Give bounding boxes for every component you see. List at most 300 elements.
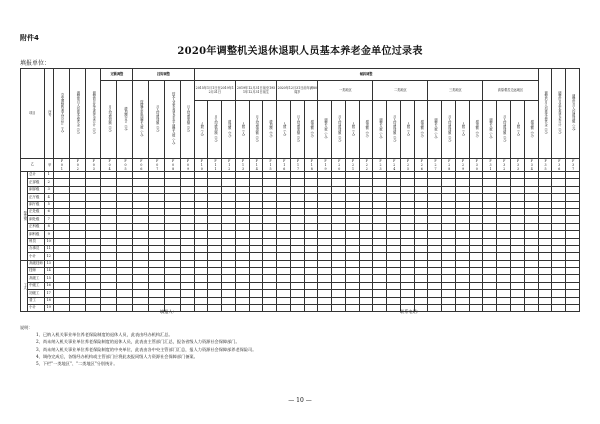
- data-cell[interactable]: [497, 194, 511, 201]
- data-cell[interactable]: [552, 253, 566, 260]
- data-cell[interactable]: [400, 260, 414, 267]
- data-cell[interactable]: [165, 260, 181, 267]
- data-cell[interactable]: [538, 186, 552, 193]
- data-cell[interactable]: [133, 216, 149, 223]
- data-cell[interactable]: [69, 245, 85, 252]
- data-cell[interactable]: [194, 282, 208, 289]
- data-cell[interactable]: [332, 253, 346, 260]
- data-cell[interactable]: [373, 290, 387, 297]
- data-cell[interactable]: [387, 216, 401, 223]
- data-cell[interactable]: [318, 194, 332, 201]
- data-cell[interactable]: [510, 223, 524, 230]
- data-cell[interactable]: [318, 260, 332, 267]
- data-cell[interactable]: [149, 245, 165, 252]
- data-cell[interactable]: [263, 238, 277, 245]
- data-cell[interactable]: [235, 194, 249, 201]
- data-cell[interactable]: [345, 253, 359, 260]
- data-cell[interactable]: [117, 223, 133, 230]
- data-cell[interactable]: [373, 186, 387, 193]
- data-cell[interactable]: [428, 238, 442, 245]
- data-cell[interactable]: [133, 268, 149, 275]
- data-cell[interactable]: [133, 194, 149, 201]
- data-cell[interactable]: [249, 179, 263, 186]
- data-cell[interactable]: [469, 179, 483, 186]
- data-cell[interactable]: [318, 290, 332, 297]
- data-cell[interactable]: [414, 186, 428, 193]
- data-cell[interactable]: [510, 297, 524, 304]
- data-cell[interactable]: [235, 172, 249, 179]
- data-cell[interactable]: [497, 297, 511, 304]
- data-cell[interactable]: [552, 290, 566, 297]
- data-cell[interactable]: [359, 179, 373, 186]
- data-cell[interactable]: [442, 297, 456, 304]
- data-cell[interactable]: [414, 268, 428, 275]
- data-cell[interactable]: [332, 245, 346, 252]
- data-cell[interactable]: [552, 179, 566, 186]
- data-cell[interactable]: [117, 238, 133, 245]
- data-cell[interactable]: [208, 172, 222, 179]
- data-cell[interactable]: [538, 282, 552, 289]
- data-cell[interactable]: [304, 172, 318, 179]
- data-cell[interactable]: [101, 223, 117, 230]
- data-cell[interactable]: [180, 223, 194, 230]
- data-cell[interactable]: [442, 186, 456, 193]
- data-cell[interactable]: [149, 231, 165, 238]
- data-cell[interactable]: [414, 201, 428, 208]
- data-cell[interactable]: [222, 268, 236, 275]
- data-cell[interactable]: [222, 245, 236, 252]
- data-cell[interactable]: [69, 223, 85, 230]
- data-cell[interactable]: [222, 179, 236, 186]
- data-cell[interactable]: [69, 231, 85, 238]
- data-cell[interactable]: [566, 208, 580, 215]
- data-cell[interactable]: [497, 172, 511, 179]
- data-cell[interactable]: [387, 208, 401, 215]
- data-cell[interactable]: [566, 260, 580, 267]
- data-cell[interactable]: [263, 297, 277, 304]
- data-cell[interactable]: [497, 268, 511, 275]
- data-cell[interactable]: [566, 194, 580, 201]
- data-cell[interactable]: [194, 305, 208, 312]
- data-cell[interactable]: [373, 245, 387, 252]
- data-cell[interactable]: [69, 305, 85, 312]
- data-cell[interactable]: [455, 238, 469, 245]
- data-cell[interactable]: [538, 275, 552, 282]
- data-cell[interactable]: [53, 172, 69, 179]
- data-cell[interactable]: [469, 194, 483, 201]
- data-cell[interactable]: [235, 282, 249, 289]
- data-cell[interactable]: [263, 245, 277, 252]
- data-cell[interactable]: [208, 253, 222, 260]
- data-cell[interactable]: [538, 179, 552, 186]
- data-cell[interactable]: [53, 275, 69, 282]
- data-cell[interactable]: [428, 201, 442, 208]
- data-cell[interactable]: [455, 223, 469, 230]
- data-cell[interactable]: [524, 253, 538, 260]
- data-cell[interactable]: [483, 282, 497, 289]
- data-cell[interactable]: [222, 231, 236, 238]
- data-cell[interactable]: [414, 238, 428, 245]
- data-cell[interactable]: [180, 290, 194, 297]
- data-cell[interactable]: [538, 194, 552, 201]
- data-cell[interactable]: [483, 194, 497, 201]
- data-cell[interactable]: [290, 268, 304, 275]
- data-cell[interactable]: [290, 216, 304, 223]
- data-cell[interactable]: [304, 238, 318, 245]
- data-cell[interactable]: [263, 223, 277, 230]
- data-cell[interactable]: [387, 290, 401, 297]
- data-cell[interactable]: [194, 238, 208, 245]
- data-cell[interactable]: [400, 216, 414, 223]
- data-cell[interactable]: [469, 238, 483, 245]
- data-cell[interactable]: [263, 186, 277, 193]
- data-cell[interactable]: [194, 194, 208, 201]
- data-cell[interactable]: [345, 297, 359, 304]
- data-cell[interactable]: [552, 208, 566, 215]
- data-cell[interactable]: [69, 201, 85, 208]
- data-cell[interactable]: [263, 275, 277, 282]
- data-cell[interactable]: [53, 253, 69, 260]
- data-cell[interactable]: [318, 238, 332, 245]
- data-cell[interactable]: [359, 223, 373, 230]
- data-cell[interactable]: [235, 208, 249, 215]
- data-cell[interactable]: [194, 201, 208, 208]
- data-cell[interactable]: [345, 268, 359, 275]
- data-cell[interactable]: [263, 282, 277, 289]
- data-cell[interactable]: [133, 179, 149, 186]
- data-cell[interactable]: [442, 290, 456, 297]
- data-cell[interactable]: [53, 305, 69, 312]
- data-cell[interactable]: [469, 282, 483, 289]
- data-cell[interactable]: [117, 290, 133, 297]
- data-cell[interactable]: [497, 260, 511, 267]
- data-cell[interactable]: [510, 194, 524, 201]
- data-cell[interactable]: [180, 201, 194, 208]
- data-cell[interactable]: [85, 179, 101, 186]
- data-cell[interactable]: [263, 201, 277, 208]
- data-cell[interactable]: [428, 297, 442, 304]
- data-cell[interactable]: [133, 282, 149, 289]
- data-cell[interactable]: [101, 282, 117, 289]
- data-cell[interactable]: [180, 253, 194, 260]
- data-cell[interactable]: [149, 290, 165, 297]
- data-cell[interactable]: [497, 179, 511, 186]
- data-cell[interactable]: [524, 238, 538, 245]
- data-cell[interactable]: [149, 223, 165, 230]
- data-cell[interactable]: [359, 238, 373, 245]
- data-cell[interactable]: [483, 260, 497, 267]
- data-cell[interactable]: [566, 253, 580, 260]
- data-cell[interactable]: [165, 179, 181, 186]
- data-cell[interactable]: [69, 297, 85, 304]
- data-cell[interactable]: [566, 290, 580, 297]
- data-cell[interactable]: [510, 172, 524, 179]
- data-cell[interactable]: [149, 268, 165, 275]
- data-cell[interactable]: [318, 275, 332, 282]
- data-cell[interactable]: [235, 216, 249, 223]
- data-cell[interactable]: [53, 179, 69, 186]
- data-cell[interactable]: [304, 290, 318, 297]
- data-cell[interactable]: [194, 223, 208, 230]
- data-cell[interactable]: [524, 223, 538, 230]
- data-cell[interactable]: [222, 186, 236, 193]
- data-cell[interactable]: [483, 253, 497, 260]
- data-cell[interactable]: [290, 260, 304, 267]
- data-cell[interactable]: [117, 172, 133, 179]
- data-cell[interactable]: [373, 179, 387, 186]
- data-cell[interactable]: [345, 290, 359, 297]
- data-cell[interactable]: [387, 253, 401, 260]
- data-cell[interactable]: [194, 253, 208, 260]
- data-cell[interactable]: [53, 186, 69, 193]
- data-cell[interactable]: [359, 260, 373, 267]
- data-cell[interactable]: [359, 231, 373, 238]
- data-cell[interactable]: [277, 275, 291, 282]
- data-cell[interactable]: [208, 297, 222, 304]
- data-cell[interactable]: [524, 305, 538, 312]
- data-cell[interactable]: [400, 172, 414, 179]
- data-cell[interactable]: [469, 253, 483, 260]
- data-cell[interactable]: [133, 275, 149, 282]
- data-cell[interactable]: [497, 282, 511, 289]
- data-cell[interactable]: [263, 305, 277, 312]
- data-cell[interactable]: [222, 201, 236, 208]
- data-cell[interactable]: [497, 231, 511, 238]
- data-cell[interactable]: [277, 194, 291, 201]
- data-cell[interactable]: [469, 290, 483, 297]
- data-cell[interactable]: [497, 208, 511, 215]
- data-cell[interactable]: [469, 260, 483, 267]
- data-cell[interactable]: [165, 186, 181, 193]
- data-cell[interactable]: [249, 223, 263, 230]
- data-cell[interactable]: [208, 179, 222, 186]
- data-cell[interactable]: [133, 290, 149, 297]
- data-cell[interactable]: [552, 186, 566, 193]
- data-cell[interactable]: [318, 179, 332, 186]
- data-cell[interactable]: [400, 238, 414, 245]
- data-cell[interactable]: [101, 260, 117, 267]
- data-cell[interactable]: [277, 172, 291, 179]
- data-cell[interactable]: [235, 245, 249, 252]
- data-cell[interactable]: [345, 238, 359, 245]
- data-cell[interactable]: [552, 297, 566, 304]
- data-cell[interactable]: [208, 216, 222, 223]
- data-cell[interactable]: [149, 275, 165, 282]
- data-cell[interactable]: [442, 253, 456, 260]
- data-cell[interactable]: [414, 245, 428, 252]
- data-cell[interactable]: [304, 194, 318, 201]
- data-cell[interactable]: [510, 275, 524, 282]
- data-cell[interactable]: [53, 194, 69, 201]
- data-cell[interactable]: [345, 208, 359, 215]
- data-cell[interactable]: [180, 216, 194, 223]
- data-cell[interactable]: [165, 253, 181, 260]
- data-cell[interactable]: [69, 282, 85, 289]
- data-cell[interactable]: [373, 238, 387, 245]
- data-cell[interactable]: [428, 179, 442, 186]
- data-cell[interactable]: [194, 231, 208, 238]
- data-cell[interactable]: [69, 172, 85, 179]
- data-cell[interactable]: [277, 179, 291, 186]
- data-cell[interactable]: [208, 194, 222, 201]
- data-cell[interactable]: [538, 297, 552, 304]
- data-cell[interactable]: [235, 179, 249, 186]
- data-cell[interactable]: [222, 208, 236, 215]
- data-cell[interactable]: [304, 268, 318, 275]
- data-cell[interactable]: [359, 290, 373, 297]
- data-cell[interactable]: [53, 231, 69, 238]
- data-cell[interactable]: [318, 186, 332, 193]
- data-cell[interactable]: [277, 297, 291, 304]
- data-cell[interactable]: [69, 216, 85, 223]
- data-cell[interactable]: [277, 238, 291, 245]
- data-cell[interactable]: [194, 297, 208, 304]
- data-cell[interactable]: [428, 172, 442, 179]
- data-cell[interactable]: [165, 282, 181, 289]
- data-cell[interactable]: [552, 268, 566, 275]
- data-cell[interactable]: [290, 223, 304, 230]
- data-cell[interactable]: [117, 231, 133, 238]
- data-cell[interactable]: [149, 282, 165, 289]
- data-cell[interactable]: [149, 238, 165, 245]
- data-cell[interactable]: [400, 201, 414, 208]
- data-cell[interactable]: [552, 194, 566, 201]
- data-cell[interactable]: [165, 238, 181, 245]
- data-cell[interactable]: [442, 275, 456, 282]
- data-cell[interactable]: [277, 268, 291, 275]
- data-cell[interactable]: [469, 208, 483, 215]
- data-cell[interactable]: [318, 268, 332, 275]
- data-cell[interactable]: [85, 290, 101, 297]
- data-cell[interactable]: [277, 201, 291, 208]
- data-cell[interactable]: [180, 282, 194, 289]
- data-cell[interactable]: [165, 201, 181, 208]
- data-cell[interactable]: [332, 172, 346, 179]
- data-cell[interactable]: [552, 223, 566, 230]
- data-cell[interactable]: [455, 253, 469, 260]
- data-cell[interactable]: [101, 238, 117, 245]
- data-cell[interactable]: [428, 260, 442, 267]
- data-cell[interactable]: [455, 297, 469, 304]
- data-cell[interactable]: [117, 201, 133, 208]
- data-cell[interactable]: [359, 216, 373, 223]
- data-cell[interactable]: [345, 194, 359, 201]
- data-cell[interactable]: [85, 253, 101, 260]
- data-cell[interactable]: [180, 208, 194, 215]
- data-cell[interactable]: [235, 275, 249, 282]
- data-cell[interactable]: [373, 275, 387, 282]
- data-cell[interactable]: [101, 194, 117, 201]
- data-cell[interactable]: [455, 268, 469, 275]
- data-cell[interactable]: [208, 186, 222, 193]
- data-cell[interactable]: [414, 172, 428, 179]
- data-cell[interactable]: [400, 194, 414, 201]
- data-cell[interactable]: [290, 172, 304, 179]
- data-cell[interactable]: [469, 297, 483, 304]
- data-cell[interactable]: [455, 216, 469, 223]
- data-cell[interactable]: [552, 305, 566, 312]
- data-cell[interactable]: [277, 231, 291, 238]
- data-cell[interactable]: [524, 186, 538, 193]
- data-cell[interactable]: [249, 238, 263, 245]
- data-cell[interactable]: [222, 253, 236, 260]
- data-cell[interactable]: [208, 290, 222, 297]
- data-cell[interactable]: [117, 216, 133, 223]
- data-cell[interactable]: [101, 297, 117, 304]
- data-cell[interactable]: [304, 208, 318, 215]
- data-cell[interactable]: [133, 238, 149, 245]
- data-cell[interactable]: [510, 201, 524, 208]
- data-cell[interactable]: [332, 260, 346, 267]
- data-cell[interactable]: [263, 208, 277, 215]
- data-cell[interactable]: [524, 268, 538, 275]
- data-cell[interactable]: [455, 201, 469, 208]
- data-cell[interactable]: [318, 245, 332, 252]
- data-cell[interactable]: [387, 179, 401, 186]
- data-cell[interactable]: [538, 208, 552, 215]
- data-cell[interactable]: [101, 275, 117, 282]
- data-cell[interactable]: [53, 268, 69, 275]
- data-cell[interactable]: [566, 201, 580, 208]
- data-cell[interactable]: [483, 231, 497, 238]
- data-cell[interactable]: [277, 223, 291, 230]
- data-cell[interactable]: [235, 201, 249, 208]
- data-cell[interactable]: [373, 194, 387, 201]
- data-cell[interactable]: [249, 260, 263, 267]
- data-cell[interactable]: [222, 172, 236, 179]
- data-cell[interactable]: [524, 245, 538, 252]
- data-cell[interactable]: [85, 194, 101, 201]
- data-cell[interactable]: [249, 305, 263, 312]
- data-cell[interactable]: [442, 260, 456, 267]
- data-cell[interactable]: [387, 186, 401, 193]
- data-cell[interactable]: [538, 238, 552, 245]
- data-cell[interactable]: [222, 305, 236, 312]
- data-cell[interactable]: [85, 245, 101, 252]
- data-cell[interactable]: [387, 223, 401, 230]
- data-cell[interactable]: [359, 172, 373, 179]
- data-cell[interactable]: [538, 201, 552, 208]
- data-cell[interactable]: [442, 216, 456, 223]
- data-cell[interactable]: [222, 216, 236, 223]
- data-cell[interactable]: [290, 208, 304, 215]
- data-cell[interactable]: [249, 201, 263, 208]
- data-cell[interactable]: [524, 282, 538, 289]
- data-cell[interactable]: [180, 231, 194, 238]
- data-cell[interactable]: [359, 201, 373, 208]
- data-cell[interactable]: [304, 275, 318, 282]
- data-cell[interactable]: [552, 275, 566, 282]
- data-cell[interactable]: [304, 260, 318, 267]
- data-cell[interactable]: [222, 194, 236, 201]
- data-cell[interactable]: [510, 268, 524, 275]
- data-cell[interactable]: [263, 216, 277, 223]
- data-cell[interactable]: [538, 290, 552, 297]
- data-cell[interactable]: [428, 223, 442, 230]
- data-cell[interactable]: [133, 231, 149, 238]
- data-cell[interactable]: [290, 231, 304, 238]
- data-cell[interactable]: [194, 290, 208, 297]
- data-cell[interactable]: [510, 179, 524, 186]
- data-cell[interactable]: [263, 290, 277, 297]
- data-cell[interactable]: [510, 260, 524, 267]
- data-cell[interactable]: [133, 172, 149, 179]
- data-cell[interactable]: [566, 282, 580, 289]
- data-cell[interactable]: [455, 194, 469, 201]
- data-cell[interactable]: [277, 282, 291, 289]
- data-cell[interactable]: [290, 297, 304, 304]
- data-cell[interactable]: [387, 172, 401, 179]
